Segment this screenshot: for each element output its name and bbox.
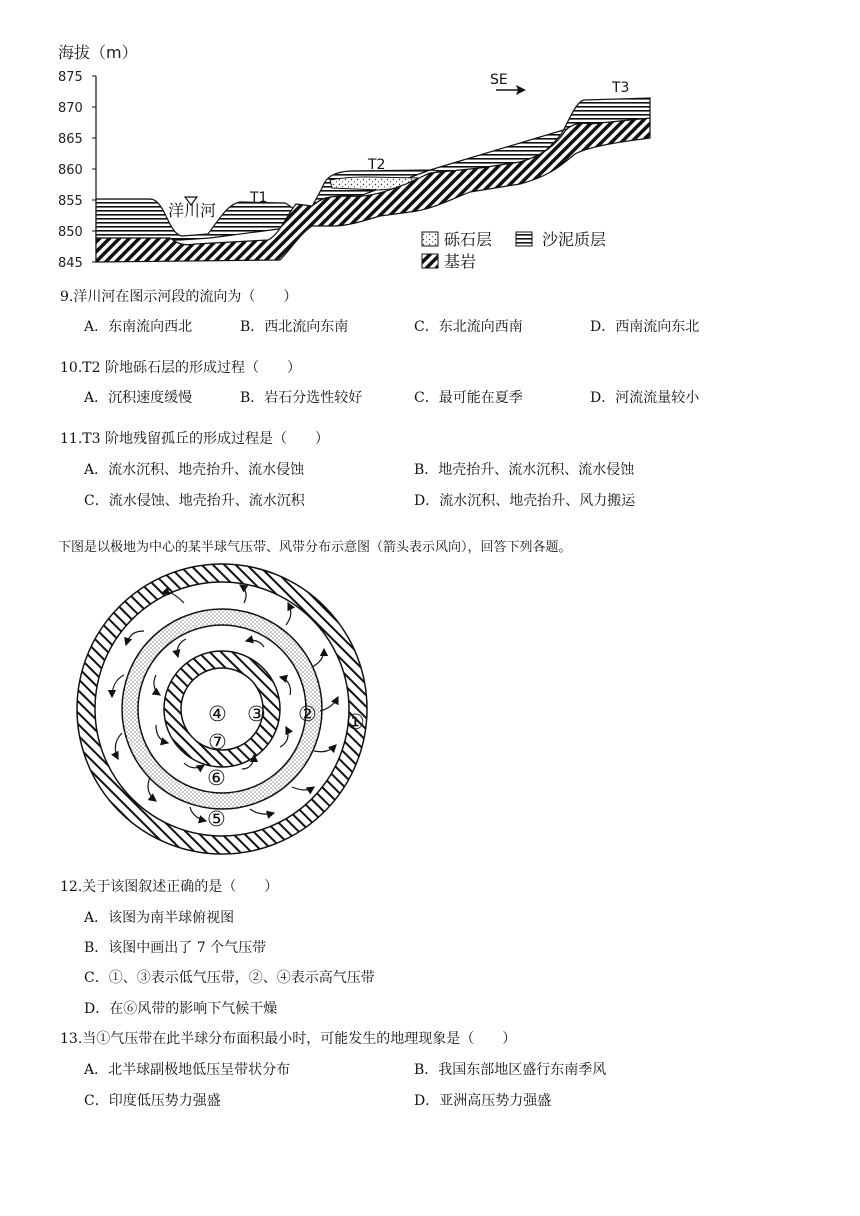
question-13-stem: 13.当①气压带在此半球分布面积最小时，可能发生的地理现象是（ ）	[60, 1031, 517, 1047]
river-label: 洋川河	[168, 201, 217, 220]
belt-label-4: ④	[208, 702, 227, 726]
belt-label-2: ②	[298, 702, 317, 726]
legend-sand-swatch	[516, 232, 532, 246]
question-10-option-b: B．岩石分选性较好	[240, 390, 363, 406]
question-11-option-b: B．地壳抬升、流水沉积、流水侵蚀	[414, 462, 635, 478]
question-13-option-b: B．我国东部地区盛行东南季风	[414, 1062, 607, 1078]
y-tick-label: 845	[58, 256, 83, 271]
legend-sand-label: 沙泥质层	[542, 230, 607, 249]
legend-gravel-label: 砾石层	[444, 230, 493, 249]
question-10-option-c: C．最可能在夏季	[414, 390, 523, 406]
question-12-option-b: B．该图中画出了 7 个气压带	[84, 940, 267, 956]
question-12-option-c: C．①、③表示低气压带，②、④表示高气压带	[84, 970, 375, 986]
question-10-stem: 10.T2 阶地砾石层的形成过程（ ）	[60, 360, 301, 376]
question-11-option-c: C．流水侵蚀、地壳抬升、流水沉积	[84, 493, 305, 509]
question-13-option-c: C．印度低压势力强盛	[84, 1093, 221, 1109]
direction-label: SE	[490, 72, 508, 88]
question-10-option-a: A．沉积速度缓慢	[84, 390, 193, 406]
y-axis-label: 海拔（m）	[58, 43, 138, 62]
terrace-profile-figure	[50, 38, 670, 273]
belt-label-5: ⑤	[207, 807, 226, 831]
question-9-option-a: A．东南流向西北	[84, 319, 193, 335]
question-12-option-a: A．该图为南半球俯视图	[84, 910, 235, 926]
pressure-belt-diagram	[74, 563, 374, 855]
y-tick-label: 875	[58, 70, 83, 85]
section-intro: 下图是以极地为中心的某半球气压带、风带分布示意图（箭头表示风向），回答下列各题。	[58, 540, 572, 555]
legend	[422, 230, 606, 271]
y-ticks	[58, 70, 96, 271]
y-tick-label: 860	[58, 163, 83, 178]
t2-label: T2	[368, 157, 386, 173]
question-13-option-d: D．亚洲高压势力强盛	[414, 1093, 552, 1109]
question-11-option-a: A．流水沉积、地壳抬升、流水侵蚀	[84, 462, 305, 478]
belt-label-7: ⑦	[208, 730, 227, 754]
legend-bedrock-label: 基岩	[444, 252, 477, 271]
question-11-stem: 11.T3 阶地残留孤丘的形成过程是（ ）	[60, 431, 329, 447]
question-12-option-d: D．在⑥风带的影响下气候干燥	[84, 1001, 278, 1017]
legend-gravel-swatch	[422, 232, 438, 246]
t1-label: T1	[250, 190, 268, 206]
belt-label-6: ⑥	[207, 766, 226, 790]
question-9-stem: 9.洋川河在图示河段的流向为（ ）	[60, 289, 298, 305]
legend-bedrock-swatch	[422, 254, 438, 268]
t3-label: T3	[612, 80, 630, 96]
question-9-option-d: D．西南流向东北	[590, 319, 700, 335]
question-10-option-d: D．河流流量较小	[590, 390, 700, 406]
question-11-option-d: D．流水沉积、地壳抬升、风力搬运	[414, 493, 636, 509]
belt-label-1: ①	[346, 710, 365, 734]
y-tick-label: 850	[58, 225, 83, 240]
y-tick-label: 855	[58, 194, 83, 209]
question-13-option-a: A．北半球副极地低压呈带状分布	[84, 1062, 291, 1078]
question-9-option-b: B．西北流向东南	[240, 319, 349, 335]
belt-label-3: ③	[247, 702, 266, 726]
y-tick-label: 870	[58, 101, 83, 116]
question-12-stem: 12.关于该图叙述正确的是（ ）	[60, 879, 279, 895]
y-tick-label: 865	[58, 132, 83, 147]
question-9-option-c: C．东北流向西南	[414, 319, 523, 335]
